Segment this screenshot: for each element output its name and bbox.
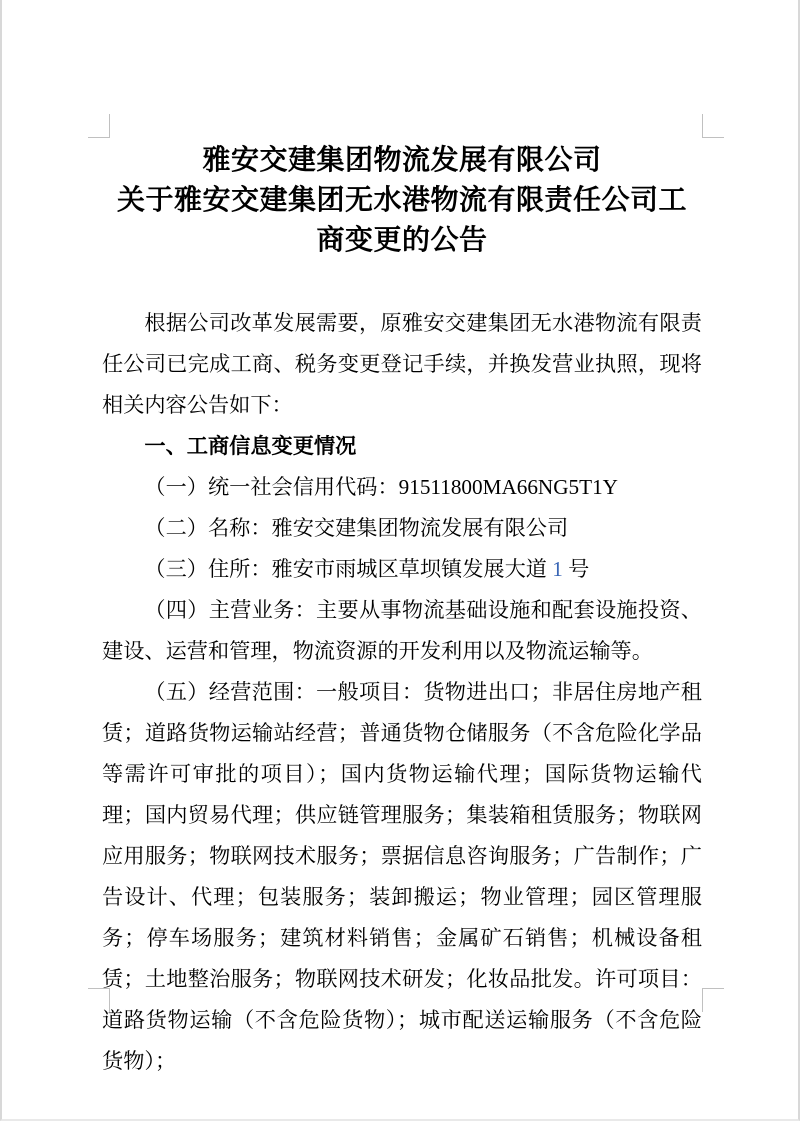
document-body [102, 303, 702, 1082]
crop-mark-top-left [88, 114, 110, 138]
paragraph [102, 303, 702, 426]
paragraph [102, 549, 702, 590]
text-run: 号 [562, 557, 590, 581]
text-run: 根据公司改革发展需要，原雅安交建集团无水港物流有限责任公司已完成工商、税务变更登记手续，并换发营业执照，现将相关内容公告如下： [102, 311, 702, 417]
crop-mark-top-right [702, 114, 724, 138]
title-line: 雅安交建集团物流发展有限公司 [202, 145, 602, 176]
paragraph [102, 508, 702, 549]
paragraph [102, 467, 702, 508]
section-heading [102, 426, 702, 467]
paragraph [102, 672, 702, 1082]
highlighted-number: 1 [552, 557, 563, 581]
title-line: 商变更的公告 [316, 225, 488, 256]
text-run: （五）经营范围：一般项目：货物进出口；非居住房地产租赁；道路货物运输站经营；普通货物仓储服务（不含危险化学品等需许可审批的项目）；国内货物运输代理；国际货物运输代理；国内贸易代理；供应链管理服务；集装箱租赁服务；物联网应用服务；物联网技术服务；票据信息咨询服务；广告制作；广告设计、代理；包装服务；装卸搬运；物业管理；园区管理服务；停车场服务；建筑材料销售；金属矿石销售；机械设备租赁；土地整治服务；物联网技术研发；化妆品批发。许可项目：道路货物运输（不含危险货物）；城市配送运输服务（不含危险货物）； [102, 680, 702, 1073]
paragraph [102, 590, 702, 672]
text-run: （一）统一社会信用代码：91511800MA66NG5T1Y [144, 475, 618, 499]
crop-mark-bottom-right [702, 988, 724, 1012]
text-run: （三）住所：雅安市雨城区草坝镇发展大道 [144, 557, 553, 581]
title-line: 关于雅安交建集团无水港物流有限责任公司工 [116, 185, 687, 216]
text-run: （二）名称：雅安交建集团物流发展有限公司 [144, 516, 569, 540]
document-title [102, 141, 702, 261]
document-content [102, 141, 702, 1082]
text-run: （四）主营业务：主要从事物流基础设施和配套设施投资、建设、运营和管理，物流资源的开发利用以及物流运输等。 [102, 598, 702, 663]
text-run: 一、工商信息变更情况 [144, 435, 357, 458]
